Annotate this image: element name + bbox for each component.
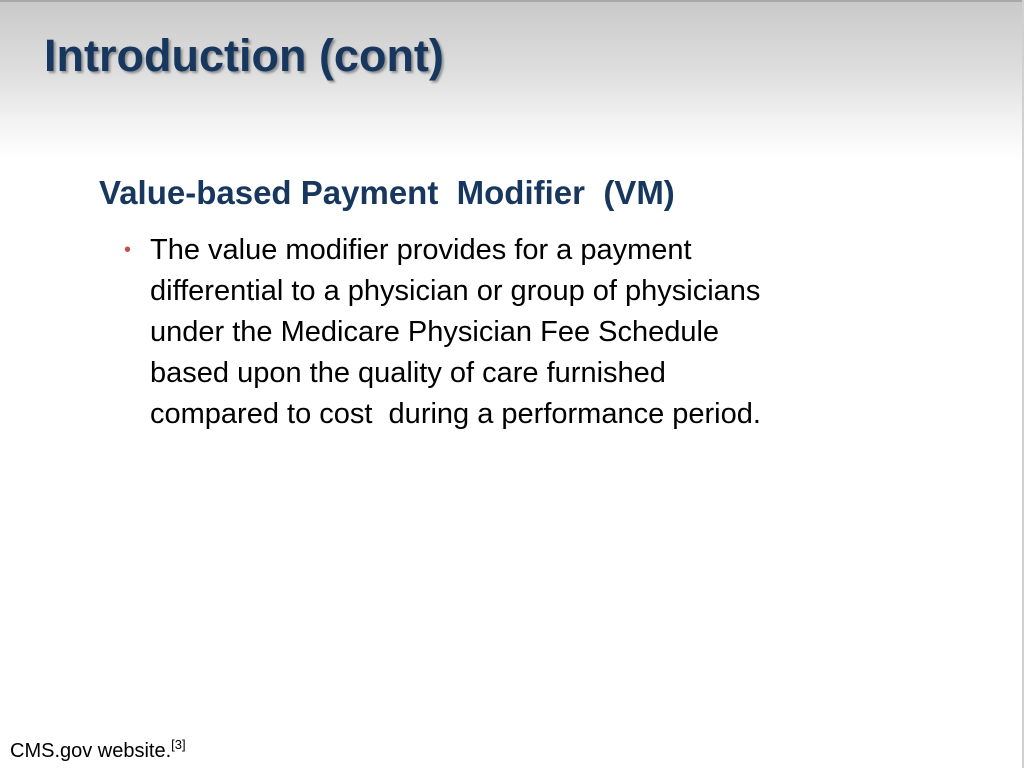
section-subheading: Value-based Payment Modifier (VM) [99, 174, 675, 211]
bullet-marker-icon: • [124, 239, 132, 261]
footer-source-text: CMS.gov website. [10, 740, 172, 762]
bullet-list [124, 230, 904, 435]
footer-citation: [3] [171, 737, 186, 752]
bullet-line: The value modifier provides for a payment [150, 234, 692, 266]
bullet-line: under the Medicare Physician Fee Schedule [150, 316, 720, 348]
bullet-line: compared to cost during a performance period. [150, 398, 761, 430]
slide-title: Introduction (cont) [44, 30, 444, 81]
bullet-item [124, 230, 904, 435]
bullet-line: differential to a physician or group of physicians [150, 275, 761, 307]
bullet-line: based upon the quality of care furnished [150, 357, 666, 389]
source-footer [10, 737, 186, 763]
